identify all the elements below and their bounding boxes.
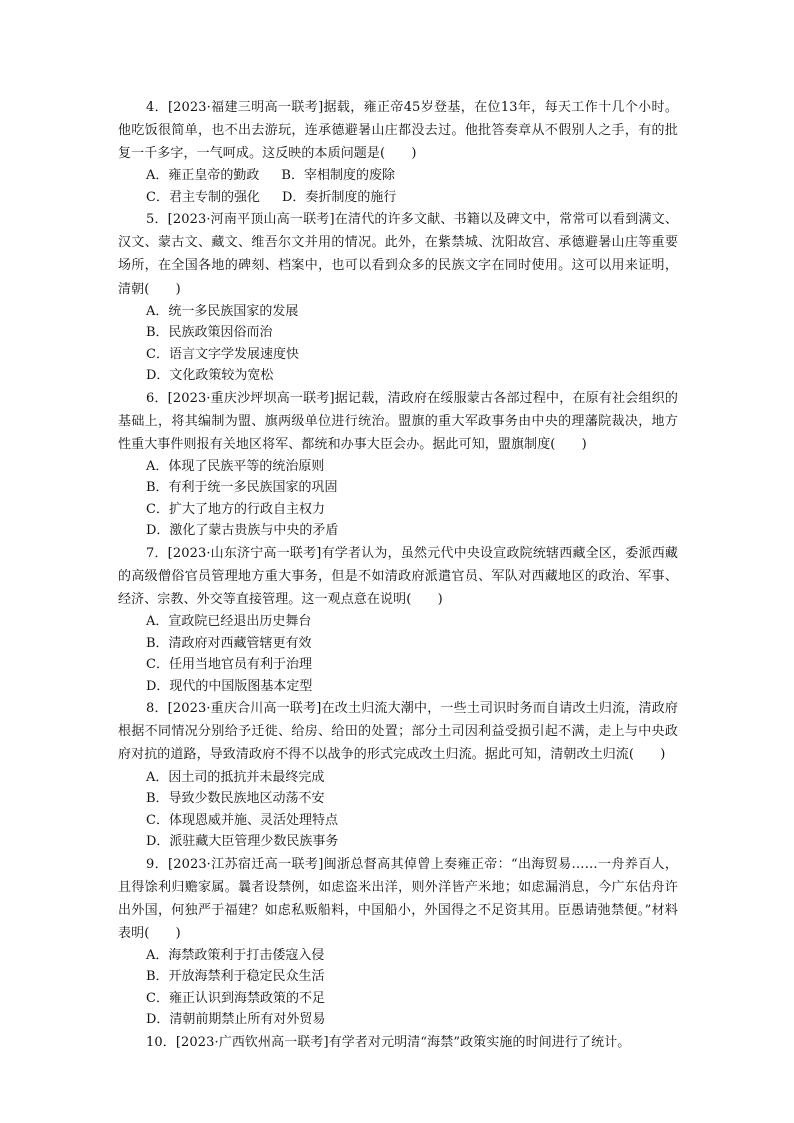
question-4-option-c[interactable]: C．君主专制的强化 [146,189,260,205]
question-8-option-a[interactable]: A．因土司的抵抗并未最终完成 [146,769,325,785]
question-4-stem: 4．[2023·福建三明高一联考]据载，雍正帝45岁登基，在位13年，每天工作十几个小时。他吃饭很简单，也不出去游玩，连承德避暑山庄都没去过。他批答奏章从不假别人之手，有的批复一千多字，一气呵成。这反映的本质问题是( ) [118,100,678,162]
question-5-option-d[interactable]: D．文化政策较为宽松 [146,368,274,384]
question-7-option-d[interactable]: D．现代的中国版图基本定型 [146,678,313,694]
question-8-stem: 8．[2023·重庆合川高一联考]在改土归流大潮中，一些土司识时务而自请改土归流，清政府根据不同情况分别给予迁徙、给房、给田的处置；部分土司因利益受损引起不满，走上与中央政府对抗的道路，导致清政府不得不以战争的形式完成改土归流。据此可知，清朝改土归流( ) [118,701,678,763]
question-9-option-b[interactable]: B．开放海禁利于稳定民众生活 [146,969,325,985]
question-6-option-b[interactable]: B．有利于统一多民族国家的巩固 [146,480,338,496]
question-6 [118,387,678,542]
question-6-option-a[interactable]: A．体现了民族平等的统治原则 [146,458,325,474]
question-4-options-row-2 [118,187,678,209]
question-4-option-a[interactable]: A．雍正皇帝的勤政 [146,168,260,184]
question-8-option-c[interactable]: C．体现恩威并施、灵活处理特点 [146,812,338,828]
question-8 [118,697,678,852]
question-4-option-b[interactable]: B．宰相制度的废除 [281,168,395,184]
question-8-option-d[interactable]: D．派驻藏大臣管理少数民族事务 [146,834,339,849]
question-9-stem: 9．[2023·江苏宿迁高一联考]闽浙总督高其倬曾上奏雍正帝：“出海贸易……一舟养百人，且得馀利归赡家属。曩者设禁例，如虑盗米出洋，则外洋皆产米地；如虑漏消息，今广东估舟许出外国，何独严于福建？如虑私贩船料，中国船小，外国得之不足资其用。臣愚请弛禁便。”材料表明( ) [118,856,678,941]
question-6-option-d[interactable]: D．激化了蒙古贵族与中央的矛盾 [146,523,339,539]
question-9-option-d[interactable]: D．清朝前期禁止所有对外贸易 [146,1012,326,1028]
question-10-stem: 10．[2023·广西钦州高一联考]有学者对元明清“海禁”政策实施的时间进行了统计。 [146,1034,631,1050]
question-5-option-c[interactable]: C．语言文字学发展速度快 [146,346,299,362]
question-list [118,96,678,1054]
question-4-option-d[interactable]: D．奏折制度的施行 [281,189,397,205]
question-7 [118,542,678,697]
question-10 [118,1031,678,1054]
question-9 [118,853,678,1031]
question-7-stem: 7．[2023·山东济宁高一联考]有学者认为，虽然元代中央设宣政院统辖西藏全区，委派西藏的高级僧俗官员管理地方重大事务，但是不如清政府派遣官员、军队对西藏地区的政治、军事、经济、宗教、外交等直接管理。这一观点意在说明( ) [118,545,678,608]
question-9-option-a[interactable]: A．海禁政策利于打击倭寇入侵 [146,947,325,963]
question-6-stem: 6．[2023·重庆沙坪坝高一联考]据记载，清政府在绥服蒙古各部过程中，在原有社会组织的基础上，将其编制为盟、旗两级单位进行统治。盟旗的重大军政事务由中央的理藩院裁决，地方性重大事件则报有关地区将军、都统和办事大臣会办。据此可知，盟旗制度( ) [118,390,678,452]
question-4-options-row-1 [118,165,678,187]
question-5-option-a[interactable]: A．统一多民族国家的发展 [146,303,299,319]
question-9-option-c[interactable]: C．雍正认识到海禁政策的不足 [146,990,325,1006]
question-6-option-c[interactable]: C．扩大了地方的行政自主权力 [146,501,325,517]
question-7-option-a[interactable]: A．宣政院已经退出历史舞台 [146,614,312,630]
question-5 [118,208,678,386]
question-7-option-b[interactable]: B．清政府对西藏管辖更有效 [146,635,312,651]
question-5-option-b[interactable]: B．民族政策因俗而治 [146,325,273,341]
question-8-option-b[interactable]: B．导致少数民族地区动荡不安 [146,791,325,806]
question-5-stem: 5．[2023·河南平顶山高一联考]在清代的许多文献、书籍以及碑文中，常常可以看到满文、汉文、蒙古文、藏文、维吾尔文并用的情况。此外，在紫禁城、沈阳故宫、承德避暑山庄等重要场所，在全国各地的碑刻、档案中，也可以看到众多的民族文字在同时使用。这可以用来证明，清朝( ) [118,212,678,297]
question-4 [118,96,678,208]
question-7-option-c[interactable]: C．任用当地官员有利于治理 [146,657,312,673]
